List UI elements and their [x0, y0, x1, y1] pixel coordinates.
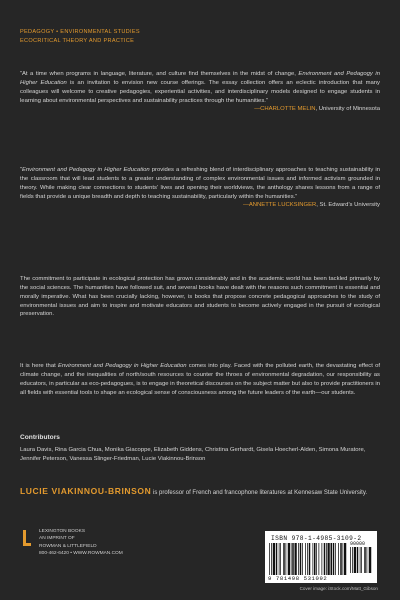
book-title: Environment and Pedagogy in Higher Education: [57, 363, 187, 369]
category-line-1: PEDAGOGY • ENVIRONMENTAL STUDIES: [20, 29, 140, 35]
barcode-addon-code: 90000: [350, 541, 366, 547]
publisher-imprint: AN IMPRINT OF: [39, 536, 75, 542]
book-title: Environment and Pedagogy in Higher Education: [21, 167, 150, 173]
cover-image-credit: Cover image: iStock.com/Matt_Gibson: [299, 586, 378, 591]
isbn-barcode: [265, 531, 377, 583]
barcode-addon-bars-icon: [350, 547, 372, 573]
publisher-name: LEXINGTON BOOKS: [39, 529, 86, 534]
blurb-quote-1-text: “At a time when programs in language, literature, and culture find themselves in the midst of change, Environment and Pedagogy in Higher Education is an invitation to envision new course offerings. The essay collection offers an eclectic introduction that many colleagues will welcome to creative pedagogies, experiential activities, and interdisciplinary models designed to engage students in learning about environmental perspectives and sustainability practices through the humanities.”: [20, 71, 380, 104]
author-name: LUCIE VIAKINNOU-BRINSON: [20, 486, 152, 496]
description-paragraph-2: It is here that Environment and Pedagogy in Higher Education comes into play. Faced with the polluted earth, the devastating effect of climate change, and the inequalities of north/south resources to counter the throes of environmental degradation, our responsibility as educators, in particular as eco-pedagogues, is to engage in theoretical discourses on the subject matter but also to provide practitioners in all fields with essential tools to shape an ecological sense of consciousness among the future leaders of the earth—our students.: [20, 363, 380, 396]
isbn-text: ISBN 978-1-4985-3109-2: [271, 535, 362, 542]
reviewer-name: —CHARLOTTE MELIN: [254, 106, 316, 113]
contributors-heading: Contributors: [20, 434, 60, 441]
blurb-quote-1-attribution: [20, 105, 380, 114]
blurb-quote-2: [20, 166, 380, 210]
contributors-section: [20, 433, 380, 464]
blurb-quote-2-attribution: [20, 201, 380, 210]
category-list: [20, 28, 140, 45]
publisher-info: [22, 528, 123, 558]
publisher-contact: 800-462-6420 • WWW.ROWMAN.COM: [39, 551, 123, 557]
publisher-logo-icon: [22, 528, 32, 548]
publisher-parent: ROWMAN & LITTLEFIELD: [39, 543, 97, 549]
description-paragraph-1: The commitment to participate in ecological protection has grown considerably and in the academic world has been tackled primarily by the social sciences. The humanities have followed suit, and several books have dealt with the reasons such commitment is essential and morally imperative. What has been crucially lacking, however, is books that propose concrete pedagogical approaches to the study of environmental issues and aim to inspire and motivate educators and students to become actively engaged in the pursuit of ecological preservation.: [20, 276, 380, 318]
reviewer-name: —ANNETTE LUCKSINGER: [242, 202, 317, 209]
author-bio: [20, 485, 380, 498]
barcode-bars-icon: [269, 543, 347, 575]
barcode-digits: 9 781498 531092: [268, 575, 328, 582]
contributors-list: Laura Davis, Rina Garcia Chua, Monika Giacoppe, Elizabeth Giddens, Christina Gerhardt, Gisela Hoecherl-Alden, Simona Muratore, Jennifer Peterson, Vanessa Slinger-Friedman, Lucie Viakinnou-Brinson: [20, 446, 366, 462]
publisher-text: [39, 528, 123, 558]
blurb-quote-2-text: “Environment and Pedagogy in Higher Education provides a refreshing blend of interdisciplinary approaches to teaching sustainability in the classroom that will lead students to a greater understanding of complex environmental issues and informed activism grounded in theory. While making clear connections to students’ lives and opening their worldviews, the anthology shares lessons from a range of fields that provide a unique breadth and depth to teaching sustainability, particularly within the humanities.”: [20, 167, 380, 200]
author-bio-text: is professor of French and francophone literatures at Kennesaw State University.: [151, 490, 368, 496]
blurb-quote-1: [20, 70, 380, 114]
category-line-2: ECOCRITICAL THEORY AND PRACTICE: [20, 37, 135, 44]
reviewer-affiliation: , University of Minnesota: [315, 106, 380, 113]
book-title: Environment and Pedagogy in Higher Education: [20, 71, 380, 86]
reviewer-affiliation: , St. Edward’s University: [316, 202, 380, 209]
